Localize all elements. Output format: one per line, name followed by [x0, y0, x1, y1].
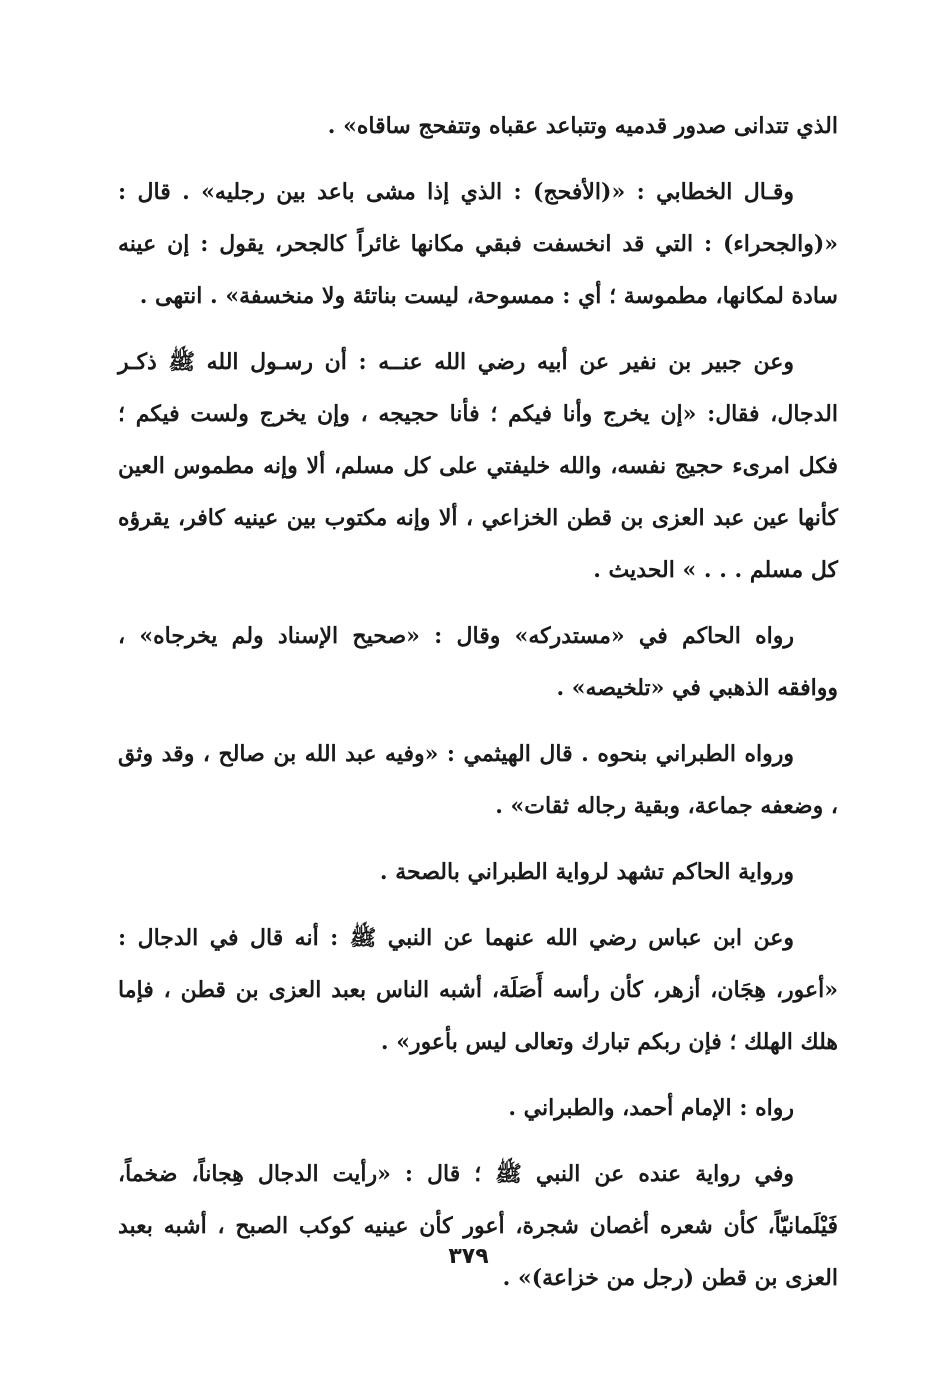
paragraph-khattabi: وقـال الخطابي : «(الأفحج) : الذي إذا مشى باعد بين رجليه» . قال : «(والجحراء) : التي قد انخسفت فبقي مكانها غائراً كالجحر، يقول : إن عينه سادة لمكانها، مطموسة ؛ أي : ممسوحة، ليست بناتئة ولا منخسفة» . انتهى . — [118, 179, 838, 309]
paragraph-tabarani-narration: ورواه الطبراني بنحوه . قال الهيثمي : «وفيه عبد الله بن صالح ، وقد وثق ، وضعفه جماعة، وبقية رجاله ثقات» . — [118, 741, 838, 819]
page-body-text — [118, 100, 838, 1318]
paragraph-ahmad-narration: رواه : الإمام أحمد، والطبراني . — [508, 1095, 794, 1121]
paragraph-hakim-witness: ورواية الحاكم تشهد لرواية الطبراني بالصحة . — [379, 859, 794, 885]
paragraph-continuation: الذي تتدانى صدور قدميه وتتباعد عقباه وتتفحج ساقاه» . — [327, 113, 838, 139]
page-number: ٣٧٩ — [448, 1244, 489, 1269]
paragraph-another-narration: وفي رواية عنده عن النبي ﷺ ؛ قال : «رأيت الدجال هِجاناً، ضخماً، فَيْلَمانيّاً، كأن شعره أغصان شجرة، أعور كأن عينيه كوكب الصبح ، أشبه بعبد العزى بن قطن (رجل من خزاعة)» . — [118, 1161, 838, 1291]
paragraph-jubair-hadith: وعن جبير بن نفير عن أبيه رضي الله عنــه : أن رسـول الله ﷺ ذكـر الدجال، فقال: «إن يخرج وأنا فيكم ؛ فأنا حجيجه ، وإن يخرج ولست فيكم ؛ فكل امرىء حجيج نفسه، والله خليفتي على كل مسلم، ألا وإنه مطموس العين كأنها عين عبد العزى بن قطن الخزاعي ، ألا وإنه مكتوب بين عينيه كافر، يقرؤه كل مسلم . . . » الحديث . — [118, 349, 838, 583]
paragraph-hakim-narration: رواه الحاكم في «مستدركه» وقال : «صحيح الإسناد ولم يخرجاه» ، ووافقه الذهبي في «تلخيصه» . — [118, 623, 838, 701]
paragraph-ibn-abbas-hadith: وعن ابن عباس رضي الله عنهما عن النبي ﷺ : أنه قال في الدجال : «أعور، هِجَان، أزهر، كأن رأسه أَصَلَة، أشبه الناس بعبد العزى بن قطن ، فإما هلك الهلك ؛ فإن ربكم تبارك وتعالى ليس بأعور» . — [118, 925, 838, 1055]
